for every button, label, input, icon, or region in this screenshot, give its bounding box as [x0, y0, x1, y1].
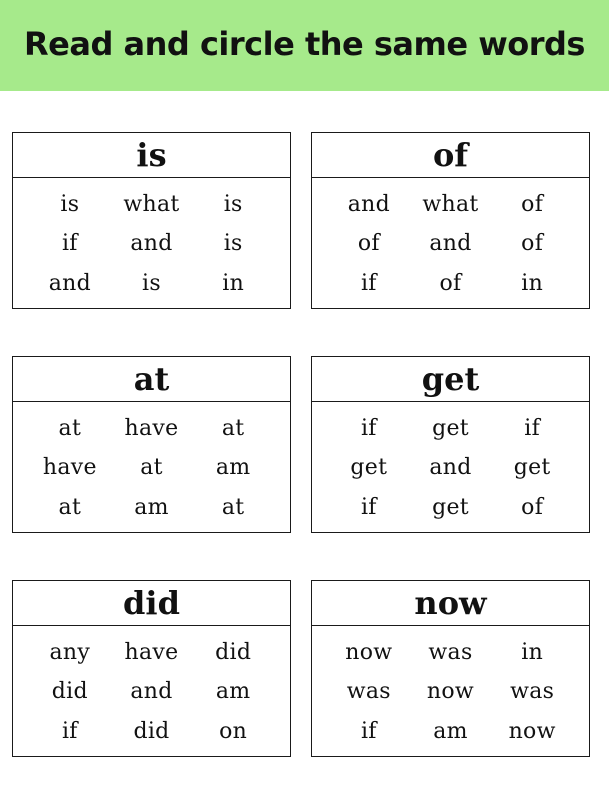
word-cell[interactable]: was	[510, 679, 555, 705]
word-cell[interactable]: and	[48, 270, 91, 296]
word-cell[interactable]: did	[51, 679, 88, 705]
word-cell[interactable]: is	[223, 192, 243, 218]
word-grid	[29, 185, 274, 303]
word-cell[interactable]: any	[49, 640, 91, 666]
word-cell[interactable]: if	[360, 416, 377, 442]
word-cell[interactable]: and	[429, 231, 472, 257]
word-cell[interactable]: is	[60, 192, 80, 218]
word-cell[interactable]: what	[123, 192, 180, 218]
word-cell[interactable]: and	[347, 192, 390, 218]
word-card-of	[311, 132, 590, 309]
word-cell[interactable]: of	[357, 231, 380, 257]
target-word: is	[13, 133, 290, 178]
word-cell[interactable]: on	[219, 718, 248, 744]
word-cell[interactable]: and	[130, 231, 173, 257]
word-cell[interactable]: and	[130, 679, 173, 705]
word-grid	[328, 409, 573, 527]
word-cell[interactable]: of	[439, 270, 462, 296]
page-title: Read and circle the same words	[24, 25, 585, 63]
word-cell[interactable]: in	[521, 640, 544, 666]
word-cell[interactable]: have	[42, 455, 97, 481]
word-cell[interactable]: if	[61, 718, 78, 744]
word-cell[interactable]: am	[215, 679, 251, 705]
word-cell[interactable]: if	[61, 231, 78, 257]
word-cell[interactable]: get	[513, 455, 551, 481]
word-cell[interactable]: at	[221, 416, 245, 442]
word-cell[interactable]: if	[524, 416, 541, 442]
word-cell[interactable]: at	[140, 455, 163, 481]
title-banner	[0, 0, 609, 91]
word-cell[interactable]: am	[215, 455, 251, 481]
word-cell[interactable]: get	[350, 455, 388, 481]
word-cell[interactable]: did	[133, 718, 170, 744]
word-card-now	[311, 580, 590, 757]
word-cell[interactable]: have	[124, 640, 179, 666]
word-cell[interactable]: now	[508, 718, 556, 744]
word-cell[interactable]: and	[429, 455, 472, 481]
word-cell[interactable]: did	[215, 640, 252, 666]
word-cell[interactable]: now	[345, 640, 393, 666]
word-cell[interactable]: at	[58, 416, 82, 442]
word-grid	[328, 185, 573, 303]
word-grid	[328, 633, 573, 751]
word-cell[interactable]: am	[134, 494, 169, 520]
word-cell[interactable]: of	[521, 494, 544, 520]
word-cell[interactable]: is	[223, 231, 243, 257]
word-cell[interactable]: in	[222, 270, 245, 296]
word-cell[interactable]: at	[221, 494, 245, 520]
word-cell[interactable]: if	[360, 270, 377, 296]
target-word: at	[13, 357, 290, 402]
word-cell[interactable]: now	[426, 679, 475, 705]
word-card-did	[12, 580, 291, 757]
word-cell[interactable]: get	[432, 416, 469, 442]
word-card-is	[12, 132, 291, 309]
word-cell[interactable]: if	[360, 494, 377, 520]
target-word: of	[312, 133, 589, 178]
word-cell[interactable]: is	[142, 270, 161, 296]
word-cell[interactable]: have	[124, 416, 179, 442]
word-cell[interactable]: in	[521, 270, 544, 296]
word-cell[interactable]: am	[433, 718, 468, 744]
word-cell[interactable]: if	[360, 718, 377, 744]
word-cell[interactable]: of	[521, 231, 544, 257]
word-cell[interactable]: was	[346, 679, 391, 705]
word-cell[interactable]: was	[428, 640, 473, 666]
word-cell[interactable]: at	[58, 494, 82, 520]
target-word: get	[312, 357, 589, 402]
word-cell[interactable]: of	[521, 192, 544, 218]
word-card-at	[12, 356, 291, 533]
word-grid	[29, 633, 274, 751]
word-card-get	[311, 356, 590, 533]
word-cell[interactable]: what	[422, 192, 479, 218]
target-word: now	[312, 581, 589, 626]
target-word: did	[13, 581, 290, 626]
word-grid	[29, 409, 274, 527]
word-cell[interactable]: get	[432, 494, 469, 520]
